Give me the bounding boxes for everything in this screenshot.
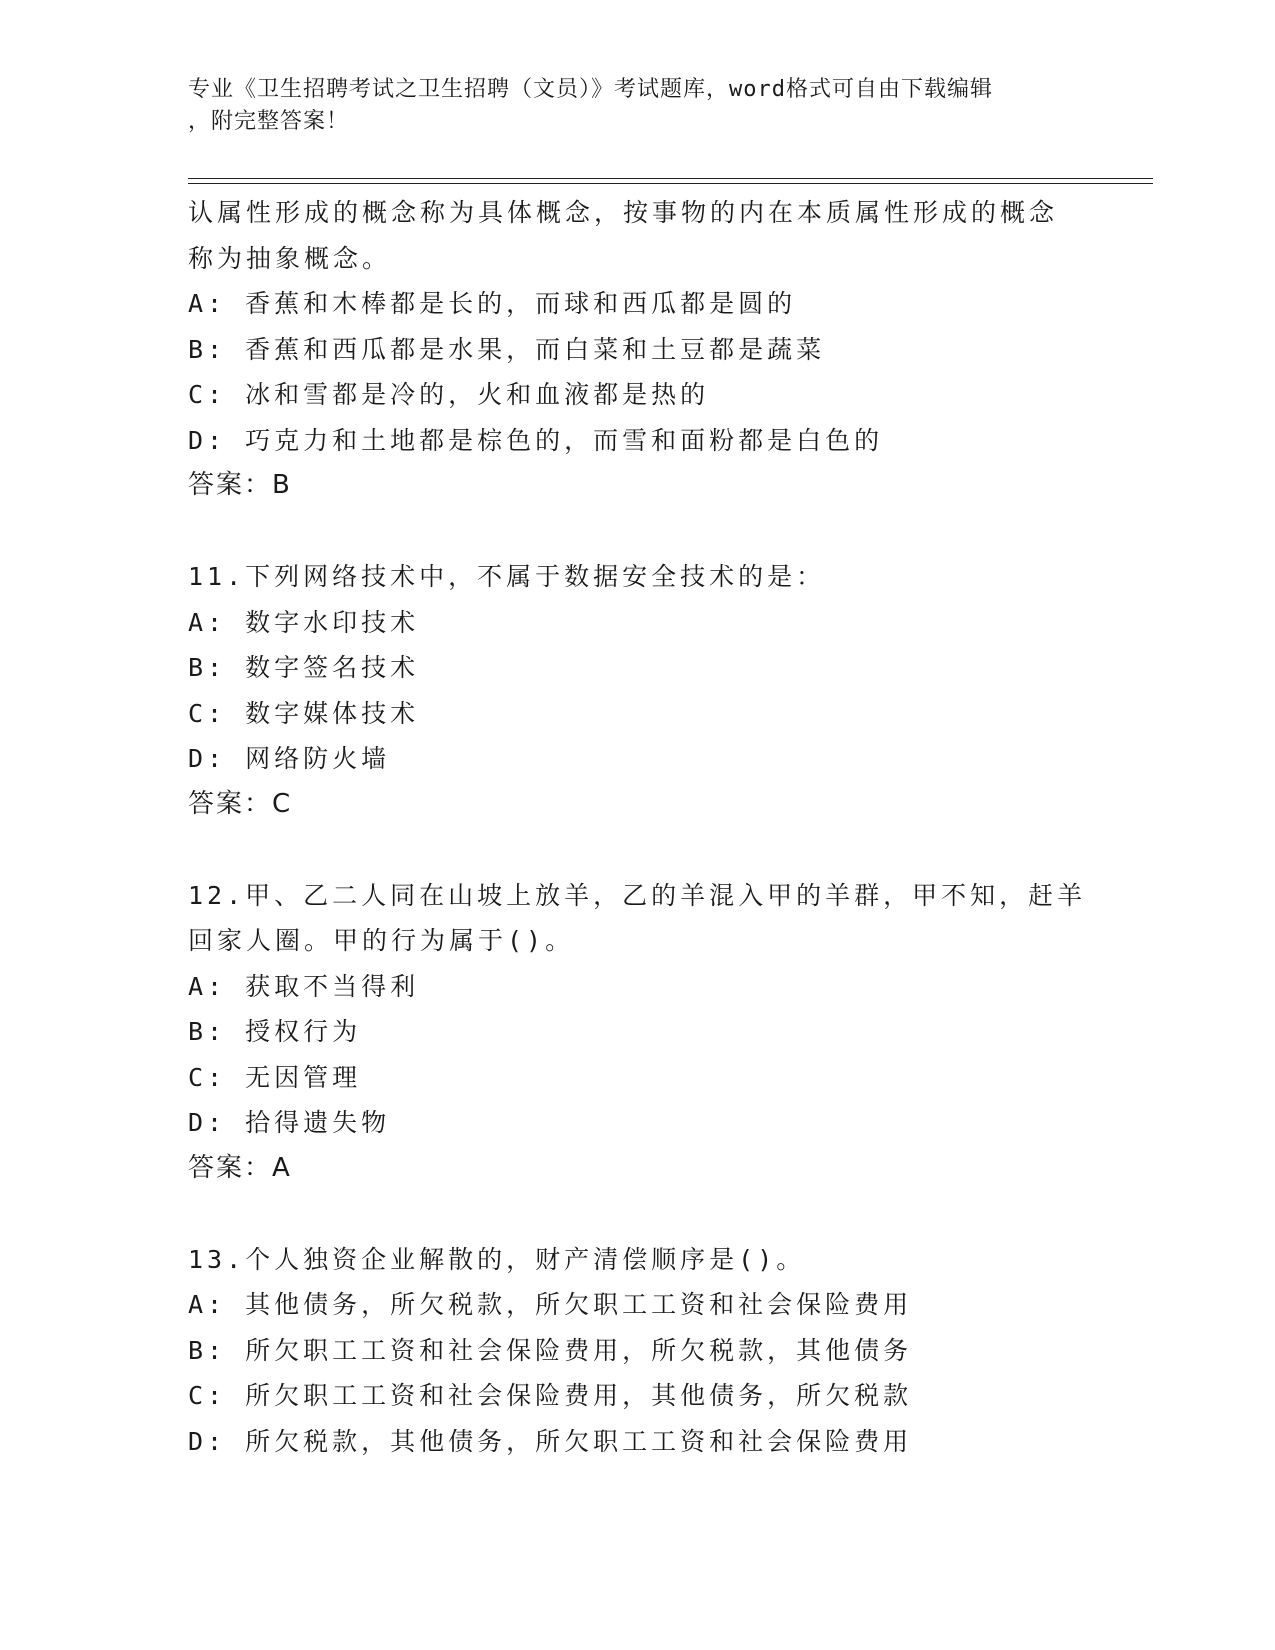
question-stem-line: 回家人圈。甲的行为属于()。 (188, 926, 575, 955)
question-stem: 11.下列网络技术中，不属于数据安全技术的是： (188, 562, 826, 591)
option-b: B: 所欠职工工资和社会保险费用，所欠税款，其他债务 (188, 1335, 913, 1365)
option-c: C: 数字媒体技术 (188, 698, 420, 728)
option-a: A: 其他债务，所欠税款，所欠职工工资和社会保险费用 (188, 1290, 913, 1319)
document-header (188, 74, 1068, 138)
question-stem-line: 12.甲、乙二人同在山坡上放羊，乙的羊混入甲的羊群，甲不知，赶羊 (188, 880, 1087, 910)
option-c: C: 无因管理 (188, 1062, 362, 1092)
option-b: B: 香蕉和西瓜都是水果，而白菜和土豆都是蔬菜 (188, 334, 826, 364)
header-divider-top (188, 178, 1153, 179)
option-d: D: 巧克力和土地都是棕色的，而雪和面粉都是白色的 (188, 425, 884, 455)
answer-line: 答案：B (188, 470, 292, 500)
option-c: C: 所欠职工工资和社会保险费用，其他债务，所欠税款 (188, 1381, 913, 1410)
question-stem-line: 称为抽象概念。 (188, 243, 392, 273)
option-d: D: 网络防火墙 (188, 744, 391, 773)
question-block-11 (188, 554, 1148, 827)
option-d: D: 所欠税款，其他债务，所欠职工工资和社会保险费用 (188, 1426, 913, 1456)
option-c: C: 冰和雪都是冷的，火和血液都是热的 (188, 380, 710, 409)
option-b: B: 授权行为 (188, 1017, 362, 1046)
option-a: A: 获取不当得利 (188, 971, 420, 1001)
question-block-13 (188, 1237, 1148, 1465)
spacer (188, 1191, 1148, 1237)
option-d: D: 拾得遗失物 (188, 1108, 391, 1137)
header-divider-bottom (188, 183, 1153, 184)
answer-line: 答案：C (188, 788, 293, 819)
header-line-2: ，附完整答案！ (188, 109, 350, 134)
question-block-intro (188, 190, 1148, 509)
question-stem-line: 认属性形成的概念称为具体概念，按事物的内在本质属性形成的概念 (188, 198, 1059, 227)
header-line-1: 专业《卫生招聘考试之卫生招聘（文员）》考试题库，word格式可自由下载编辑 (188, 77, 993, 102)
spacer (188, 509, 1148, 555)
question-stem: 13.个人独资企业解散的，财产清偿顺序是()。 (188, 1244, 806, 1274)
question-content (188, 190, 1148, 1464)
spacer (188, 827, 1148, 873)
option-a: A: 香蕉和木棒都是长的，而球和西瓜都是圆的 (188, 289, 797, 318)
answer-line: 答案：A (188, 1152, 292, 1183)
option-b: B: 数字签名技术 (188, 653, 420, 682)
option-a: A: 数字水印技术 (188, 607, 420, 637)
question-block-12 (188, 873, 1148, 1192)
